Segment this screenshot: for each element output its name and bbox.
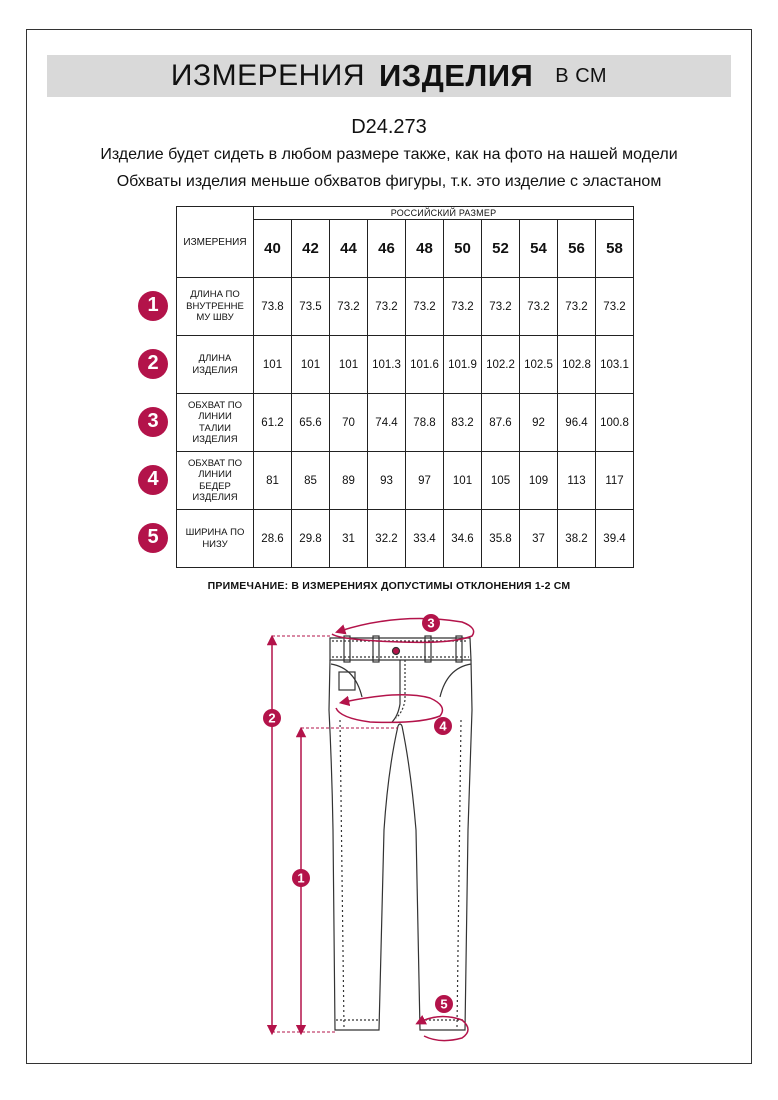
hips-arrow <box>336 695 442 723</box>
table-cell: 73.2 <box>406 278 444 336</box>
table-row <box>177 336 634 394</box>
table-cell: 101 <box>330 336 368 394</box>
size-44: 44 <box>330 220 368 278</box>
table-cell: 97 <box>406 452 444 510</box>
row-label-line: ОБХВАТ ПО <box>187 399 243 411</box>
table-cell: 73.8 <box>254 278 292 336</box>
row-label-line: ШИРИНА ПО <box>185 527 245 538</box>
table-cell: 78.8 <box>406 394 444 452</box>
page-title <box>47 55 731 97</box>
row-label-line: БЕДЕР <box>199 480 231 492</box>
row-label-line: МУ ШВУ <box>196 312 234 324</box>
row-label-line: ЛИНИИ <box>198 411 232 422</box>
table-cell: 101 <box>292 336 330 394</box>
row-label-line: ЛИНИИ <box>198 469 232 480</box>
table-cell: 105 <box>482 452 520 510</box>
row-number-badge: 2 <box>138 349 168 379</box>
row-label <box>177 510 254 568</box>
pants-diagram <box>0 600 778 1060</box>
table-cell: 35.8 <box>482 510 520 568</box>
fit-note: Изделие будет сидеть в любом размере также, как на фото на нашей модели <box>100 146 678 163</box>
row-label-line: ИЗДЕЛИЯ <box>192 364 238 376</box>
table-cell: 102.5 <box>520 336 558 394</box>
diagram-marker-label: 4 <box>439 718 447 734</box>
table-cell: 38.2 <box>558 510 596 568</box>
row-label <box>177 452 254 510</box>
elastane-note: Обхваты изделия меньше обхватов фигуры, т.к. это изделие с эластаном <box>116 173 662 190</box>
table-cell: 29.8 <box>292 510 330 568</box>
table-cell: 96.4 <box>558 394 596 452</box>
table-cell: 102.2 <box>482 336 520 394</box>
table-cell: 101 <box>444 452 482 510</box>
tolerance-note: ПРИМЕЧАНИЕ: В ИЗМЕРЕНИЯХ ДОПУСТИМЫ ОТКЛОНЕНИЯ 1-2 СМ <box>207 580 571 592</box>
diagram-marker-label: 3 <box>427 615 435 631</box>
table-cell: 33.4 <box>406 510 444 568</box>
row-number-badge: 1 <box>138 291 168 321</box>
size-54: 54 <box>520 220 558 278</box>
diagram-marker-5 <box>435 995 453 1013</box>
diagram-marker-3 <box>422 614 440 632</box>
product-code: D24.273 <box>351 116 427 138</box>
table-cell: 73.2 <box>330 278 368 336</box>
measurements-header: ИЗМЕРЕНИЯ <box>177 207 254 278</box>
table-cell: 73.2 <box>596 278 634 336</box>
table-cell: 34.6 <box>444 510 482 568</box>
title-bold: ИЗДЕЛИЯ <box>379 58 534 93</box>
size-46: 46 <box>368 220 406 278</box>
size-48: 48 <box>406 220 444 278</box>
table-cell: 103.1 <box>596 336 634 394</box>
table-cell: 101.3 <box>368 336 406 394</box>
table-cell: 113 <box>558 452 596 510</box>
row-label <box>177 278 254 336</box>
table-cell: 102.8 <box>558 336 596 394</box>
row-number-badge: 5 <box>138 523 168 553</box>
size-58: 58 <box>596 220 634 278</box>
table-cell: 70 <box>330 394 368 452</box>
table-cell: 93 <box>368 452 406 510</box>
table-cell: 101.9 <box>444 336 482 394</box>
diagram-marker-label: 5 <box>440 996 448 1012</box>
size-40: 40 <box>254 220 292 278</box>
table-cell: 85 <box>292 452 330 510</box>
table-row <box>177 278 634 336</box>
length-arrow <box>272 636 335 1032</box>
table-body <box>177 278 634 568</box>
row-label-line: ВНУТРЕННЕ <box>186 300 244 312</box>
table-cell: 32.2 <box>368 510 406 568</box>
table-cell: 100.8 <box>596 394 634 452</box>
table-cell: 73.2 <box>444 278 482 336</box>
row-label-line: ДЛИНА ПО <box>190 289 240 301</box>
row-label-line: ОБХВАТ ПО <box>187 457 243 469</box>
size-52: 52 <box>482 220 520 278</box>
table-cell: 73.5 <box>292 278 330 336</box>
table-cell: 31 <box>330 510 368 568</box>
row-label <box>177 336 254 394</box>
table-cell: 73.2 <box>368 278 406 336</box>
table-cell: 74.4 <box>368 394 406 452</box>
title-regular: ИЗМЕРЕНИЯ <box>170 59 366 92</box>
table-row <box>177 510 634 568</box>
inseam-arrow <box>301 728 398 1030</box>
diagram-marker-2 <box>263 709 281 727</box>
size-table <box>176 206 634 568</box>
table-cell: 89 <box>330 452 368 510</box>
table-cell: 39.4 <box>596 510 634 568</box>
diagram-marker-label: 2 <box>268 710 276 726</box>
table-cell: 101.6 <box>406 336 444 394</box>
table-cell: 92 <box>520 394 558 452</box>
waist-arrow <box>332 619 474 643</box>
table-cell: 65.6 <box>292 394 330 452</box>
title-unit: В СМ <box>555 64 608 87</box>
table-cell: 73.2 <box>558 278 596 336</box>
table-row <box>177 394 634 452</box>
table-cell: 87.6 <box>482 394 520 452</box>
table-cell: 28.6 <box>254 510 292 568</box>
diagram-marker-4 <box>434 717 452 735</box>
table-cell: 83.2 <box>444 394 482 452</box>
row-label <box>177 394 254 452</box>
table-cell: 117 <box>596 452 634 510</box>
table-cell: 37 <box>520 510 558 568</box>
russian-size-header: РОССИЙСКИЙ РАЗМЕР <box>254 207 634 220</box>
table-cell: 109 <box>520 452 558 510</box>
diagram-marker-1 <box>292 869 310 887</box>
diagram-marker-label: 1 <box>297 870 305 886</box>
table-cell: 73.2 <box>482 278 520 336</box>
size-42: 42 <box>292 220 330 278</box>
row-number-badge: 4 <box>138 465 168 495</box>
row-label-line: ИЗДЕЛИЯ <box>192 492 238 503</box>
table-cell: 73.2 <box>520 278 558 336</box>
table-row <box>177 452 634 510</box>
row-label-line: ИЗДЕЛИЯ <box>192 434 238 445</box>
size-56: 56 <box>558 220 596 278</box>
hem-arrow <box>420 1016 468 1040</box>
table-cell: 81 <box>254 452 292 510</box>
row-label-line: НИЗУ <box>202 538 228 550</box>
row-number-badge: 3 <box>138 407 168 437</box>
table-cell: 101 <box>254 336 292 394</box>
table-cell: 61.2 <box>254 394 292 452</box>
size-50: 50 <box>444 220 482 278</box>
row-label-line: ТАЛИИ <box>199 422 231 434</box>
row-label-line: ДЛИНА <box>198 353 232 364</box>
